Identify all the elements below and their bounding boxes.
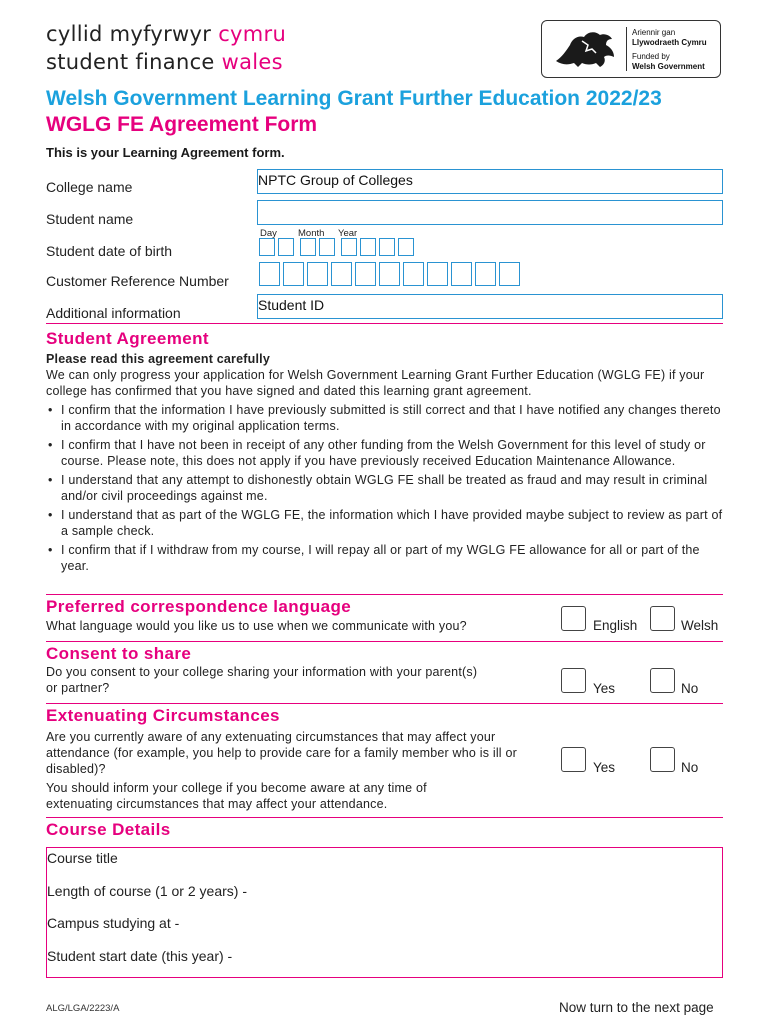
section-divider [46, 703, 723, 704]
college-name-field[interactable]: NPTC Group of Colleges [257, 169, 723, 194]
extenuating-heading: Extenuating Circumstances [46, 706, 280, 725]
logo-divider [626, 27, 627, 71]
extenuating-no-checkbox[interactable] [650, 747, 675, 772]
dob-day-label: Day [260, 228, 277, 239]
start-date-label: Student start date (this year) - [47, 948, 233, 964]
crn-digit-box[interactable] [259, 262, 280, 286]
welsh-label: Welsh [681, 618, 719, 633]
course-title-label: Course title [47, 850, 118, 866]
crn-digit-box[interactable] [379, 262, 400, 286]
agreement-bullet: • I confirm that the information I have previously submitted is still correct and that I have notified any changes thereto in accordance with my original application terms. [46, 402, 726, 434]
extenuating-yes-label: Yes [593, 760, 616, 775]
consent-question: Do you consent to your college sharing your information with your parent(s) or partner? [46, 665, 478, 695]
form-code: ALG/LGA/2223/A [46, 1003, 120, 1014]
consent-yes-label: Yes [593, 681, 616, 696]
campus-label: Campus studying at - [47, 915, 180, 931]
crn-digit-box[interactable] [283, 262, 304, 286]
section-divider [46, 641, 723, 642]
intro-text: This is your Learning Agreement form. [46, 145, 285, 160]
welsh-dragon-icon [552, 27, 620, 71]
dob-digit-box[interactable] [259, 238, 275, 256]
section-divider [46, 594, 723, 595]
dob-digit-box[interactable] [360, 238, 376, 256]
crn-digit-box[interactable] [475, 262, 496, 286]
welsh-checkbox[interactable] [650, 606, 675, 631]
brand-english-part2: wales [221, 50, 283, 74]
brand-welsh-part1: cyllid myfyrwyr [46, 22, 212, 46]
english-label: English [593, 618, 638, 633]
next-page-note: Now turn to the next page [559, 1000, 714, 1015]
page-subtitle: WGLG FE Agreement Form [46, 113, 318, 136]
extenuating-question: Are you currently aware of any extenuating circumstances that may affect your attendance (for example, you help to provide care for a family member who is ill or disabled)? [46, 730, 517, 776]
brand-english-part1: student finance [46, 50, 215, 74]
dob-label: Student date of birth [46, 243, 173, 259]
gov-text-1: Ariennir gan [632, 28, 676, 37]
college-name-label: College name [46, 179, 133, 195]
extenuating-no-label: No [681, 760, 699, 775]
english-checkbox[interactable] [561, 606, 586, 631]
gov-text-3: Funded by [632, 52, 670, 61]
dob-digit-box[interactable] [278, 238, 294, 256]
section-divider [46, 323, 723, 324]
crn-digit-box[interactable] [355, 262, 376, 286]
language-heading: Preferred correspondence language [46, 597, 352, 616]
additional-info-label: Additional information [46, 305, 181, 321]
brand-english-name [46, 50, 283, 74]
course-length-label: Length of course (1 or 2 years) - [47, 883, 247, 899]
dob-year-label: Year [338, 228, 358, 239]
course-heading: Course Details [46, 820, 171, 839]
dob-month-label: Month [298, 228, 325, 239]
student-name-label: Student name [46, 211, 134, 227]
consent-no-label: No [681, 681, 699, 696]
crn-digit-box[interactable] [427, 262, 448, 286]
agreement-bullet: • I confirm that I have not been in receipt of any other funding from the Welsh Government for this level of study or course. Please note, this does not apply if you have previously received Education Maintenance Allowance. [46, 437, 726, 469]
brand-welsh-name [46, 22, 286, 46]
crn-digit-box[interactable] [331, 262, 352, 286]
agreement-bullet: • I confirm that if I withdraw from my course, I will repay all or part of my WGLG FE allowance for all or part of the year. [46, 542, 726, 574]
crn-digit-box[interactable] [307, 262, 328, 286]
welsh-government-logo [541, 20, 721, 78]
agreement-bullet: • I understand that as part of the WGLG FE, the information which I have provided maybe subject to review as part of a sample check. [46, 507, 726, 539]
page-title: Welsh Government Learning Grant Further Education 2022/23 [46, 87, 662, 110]
consent-yes-checkbox[interactable] [561, 668, 586, 693]
consent-no-checkbox[interactable] [650, 668, 675, 693]
extenuating-note: You should inform your college if you become aware at any time of extenuating circumstances that may affect your attendance. [46, 781, 427, 811]
dob-digit-box[interactable] [398, 238, 414, 256]
crn-digit-box[interactable] [499, 262, 520, 286]
crn-digit-box[interactable] [403, 262, 424, 286]
agreement-heading: Student Agreement [46, 329, 209, 348]
gov-text-4: Welsh Government [632, 62, 705, 71]
consent-heading: Consent to share [46, 644, 192, 663]
agreement-subheading: Please read this agreement carefully [46, 352, 270, 366]
crn-boxes [259, 262, 519, 287]
section-divider [46, 817, 723, 818]
student-name-field[interactable] [257, 200, 723, 225]
agreement-bullet: • I understand that any attempt to dishonestly obtain WGLG FE shall be treated as fraud and may result in criminal and/or civil proceedings against me. [46, 472, 726, 504]
extenuating-yes-checkbox[interactable] [561, 747, 586, 772]
agreement-paragraph: We can only progress your application for Welsh Government Learning Grant Further Education (WGLG FE) if your college has confirmed that you have signed and dated this learning grant agreement. [46, 368, 705, 398]
dob-digit-box[interactable] [379, 238, 395, 256]
additional-info-field[interactable]: Student ID [257, 294, 723, 319]
crn-digit-box[interactable] [451, 262, 472, 286]
dob-digit-box[interactable] [319, 238, 335, 256]
dob-digit-box[interactable] [341, 238, 357, 256]
language-question: What language would you like us to use when we communicate with you? [46, 619, 467, 633]
agreement-bullets [46, 402, 726, 577]
brand-welsh-part2: cymru [218, 22, 287, 46]
crn-label: Customer Reference Number [46, 273, 229, 289]
dob-digit-box[interactable] [300, 238, 316, 256]
gov-text-2: Llywodraeth Cymru [632, 38, 707, 47]
